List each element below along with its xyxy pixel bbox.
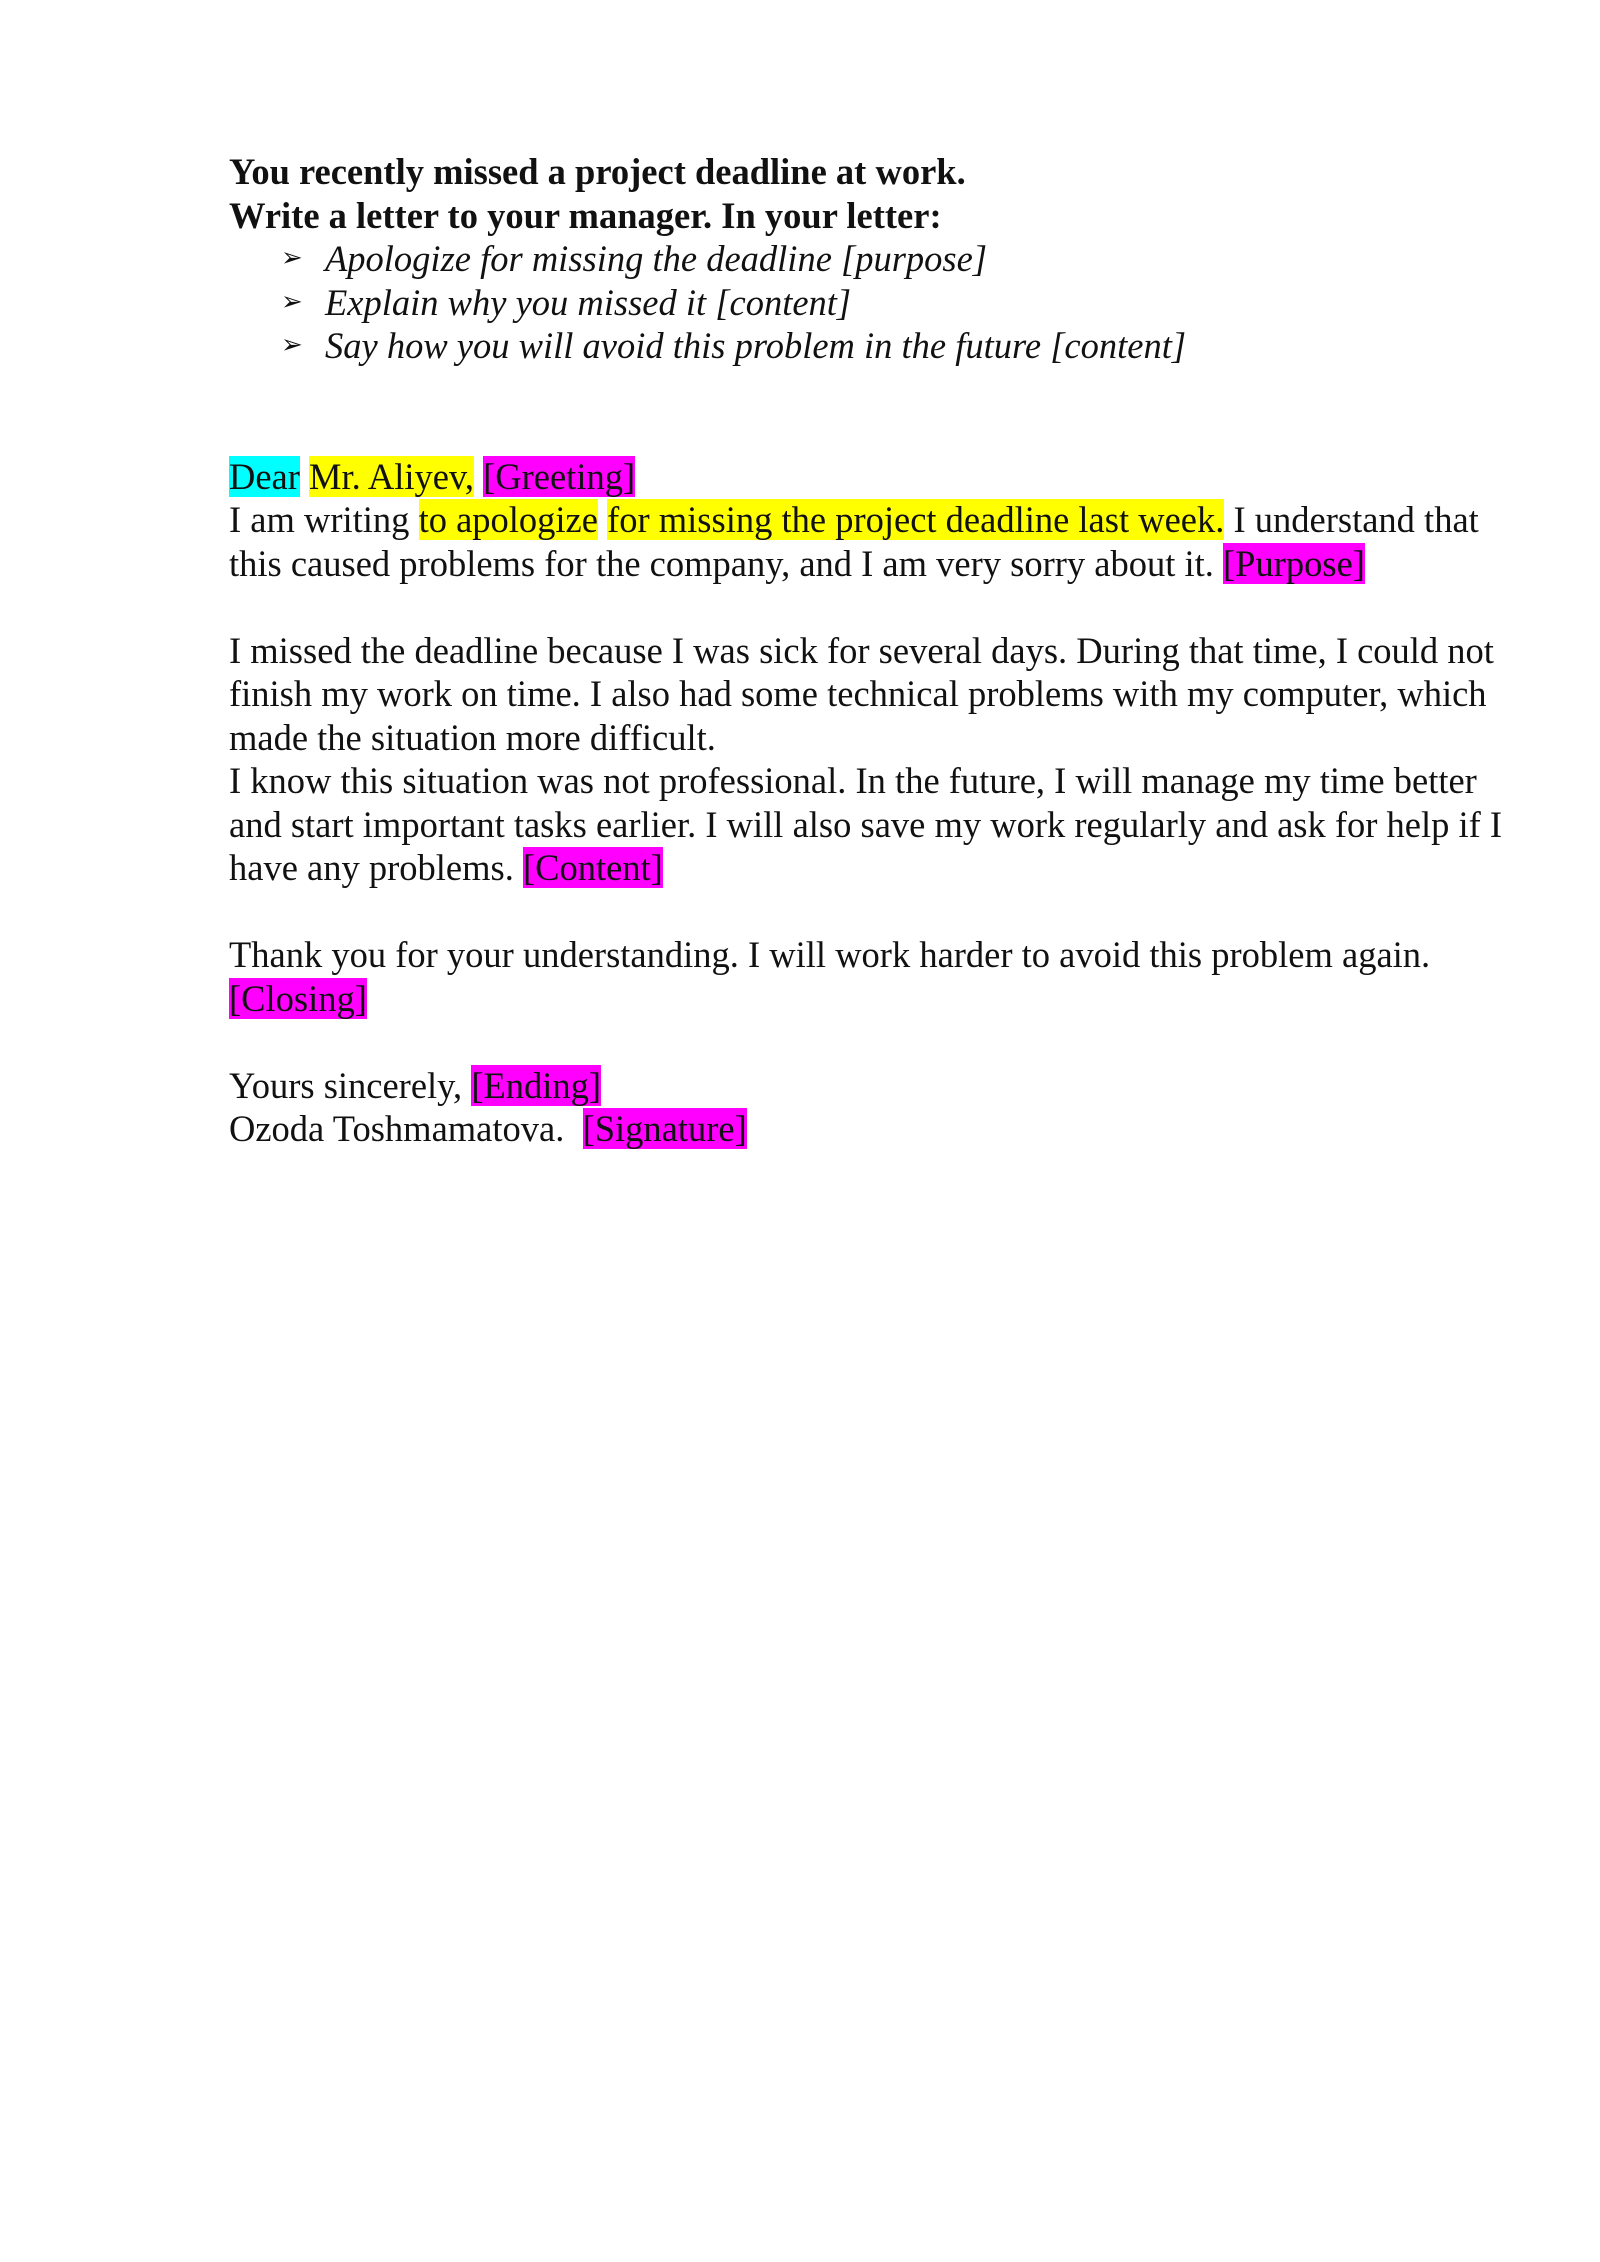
task-bullet-item (281, 281, 1519, 325)
task-bullet-text: Say how you will avoid this problem in the future [content] (325, 325, 1187, 366)
letter-content-paragraph-2: I know this situation was not professional. In the future, I will manage my time better and start important tasks earlier. I will also save my work regularly and ask for help if I have any problems. [Content] (229, 760, 1503, 888)
signature-tag: [Signature] (582, 1108, 747, 1149)
letter-closing: Thank you for your understanding. I will work harder to avoid this problem again. [Closing] (229, 934, 1431, 1019)
signature-name: Ozoda Toshmamatova. (229, 1108, 565, 1149)
task-bullet-text: Apologize for missing the deadline [purpose] (325, 238, 988, 279)
arrowhead-bullet-icon: ➢ (281, 243, 303, 273)
greeting-name: Mr. Aliyev, (309, 455, 474, 497)
ending-tag: [Ending] (471, 1064, 602, 1106)
letter-ending: Yours sincerely, [Ending] (229, 1064, 602, 1106)
letter-body (229, 455, 1519, 1151)
task-prompt (229, 150, 1519, 368)
purpose-tag: [Purpose] (1223, 542, 1365, 584)
purpose-highlight-apologize: to apologize (418, 499, 598, 540)
arrowhead-bullet-icon: ➢ (281, 330, 303, 360)
task-bullet-text: Explain why you missed it [content] (325, 281, 852, 323)
greeting-tag: [Greeting] (483, 455, 636, 497)
arrowhead-bullet-icon: ➢ (281, 286, 303, 317)
letter-signature (229, 1107, 1519, 1151)
letter-content-paragraph-1: I missed the deadline because I was sick for several days. During that time, I could not finish my work on time. I also had some technical problems with my computer, which made the situation more difficult. (229, 629, 1494, 758)
task-bullet-list (229, 237, 1519, 368)
greeting-dear: Dear (229, 455, 300, 497)
document-page (229, 150, 1519, 1151)
task-situation: You recently missed a project deadline at work. (229, 151, 966, 192)
letter-purpose: I am writing to apologize for missing the project deadline last week. I understand that this caused problems for the company, and I am very sorry about it. [Purpose] (229, 499, 1479, 584)
letter-greeting (229, 455, 1519, 499)
closing-tag: [Closing] (229, 977, 367, 1019)
task-instruction: Write a letter to your manager. In your letter: (229, 194, 942, 236)
task-bullet-item (281, 324, 1519, 368)
content-tag: [Content] (522, 847, 663, 888)
purpose-highlight-reason: for missing the project deadline last week. (607, 499, 1225, 540)
task-bullet-item (281, 237, 1519, 281)
